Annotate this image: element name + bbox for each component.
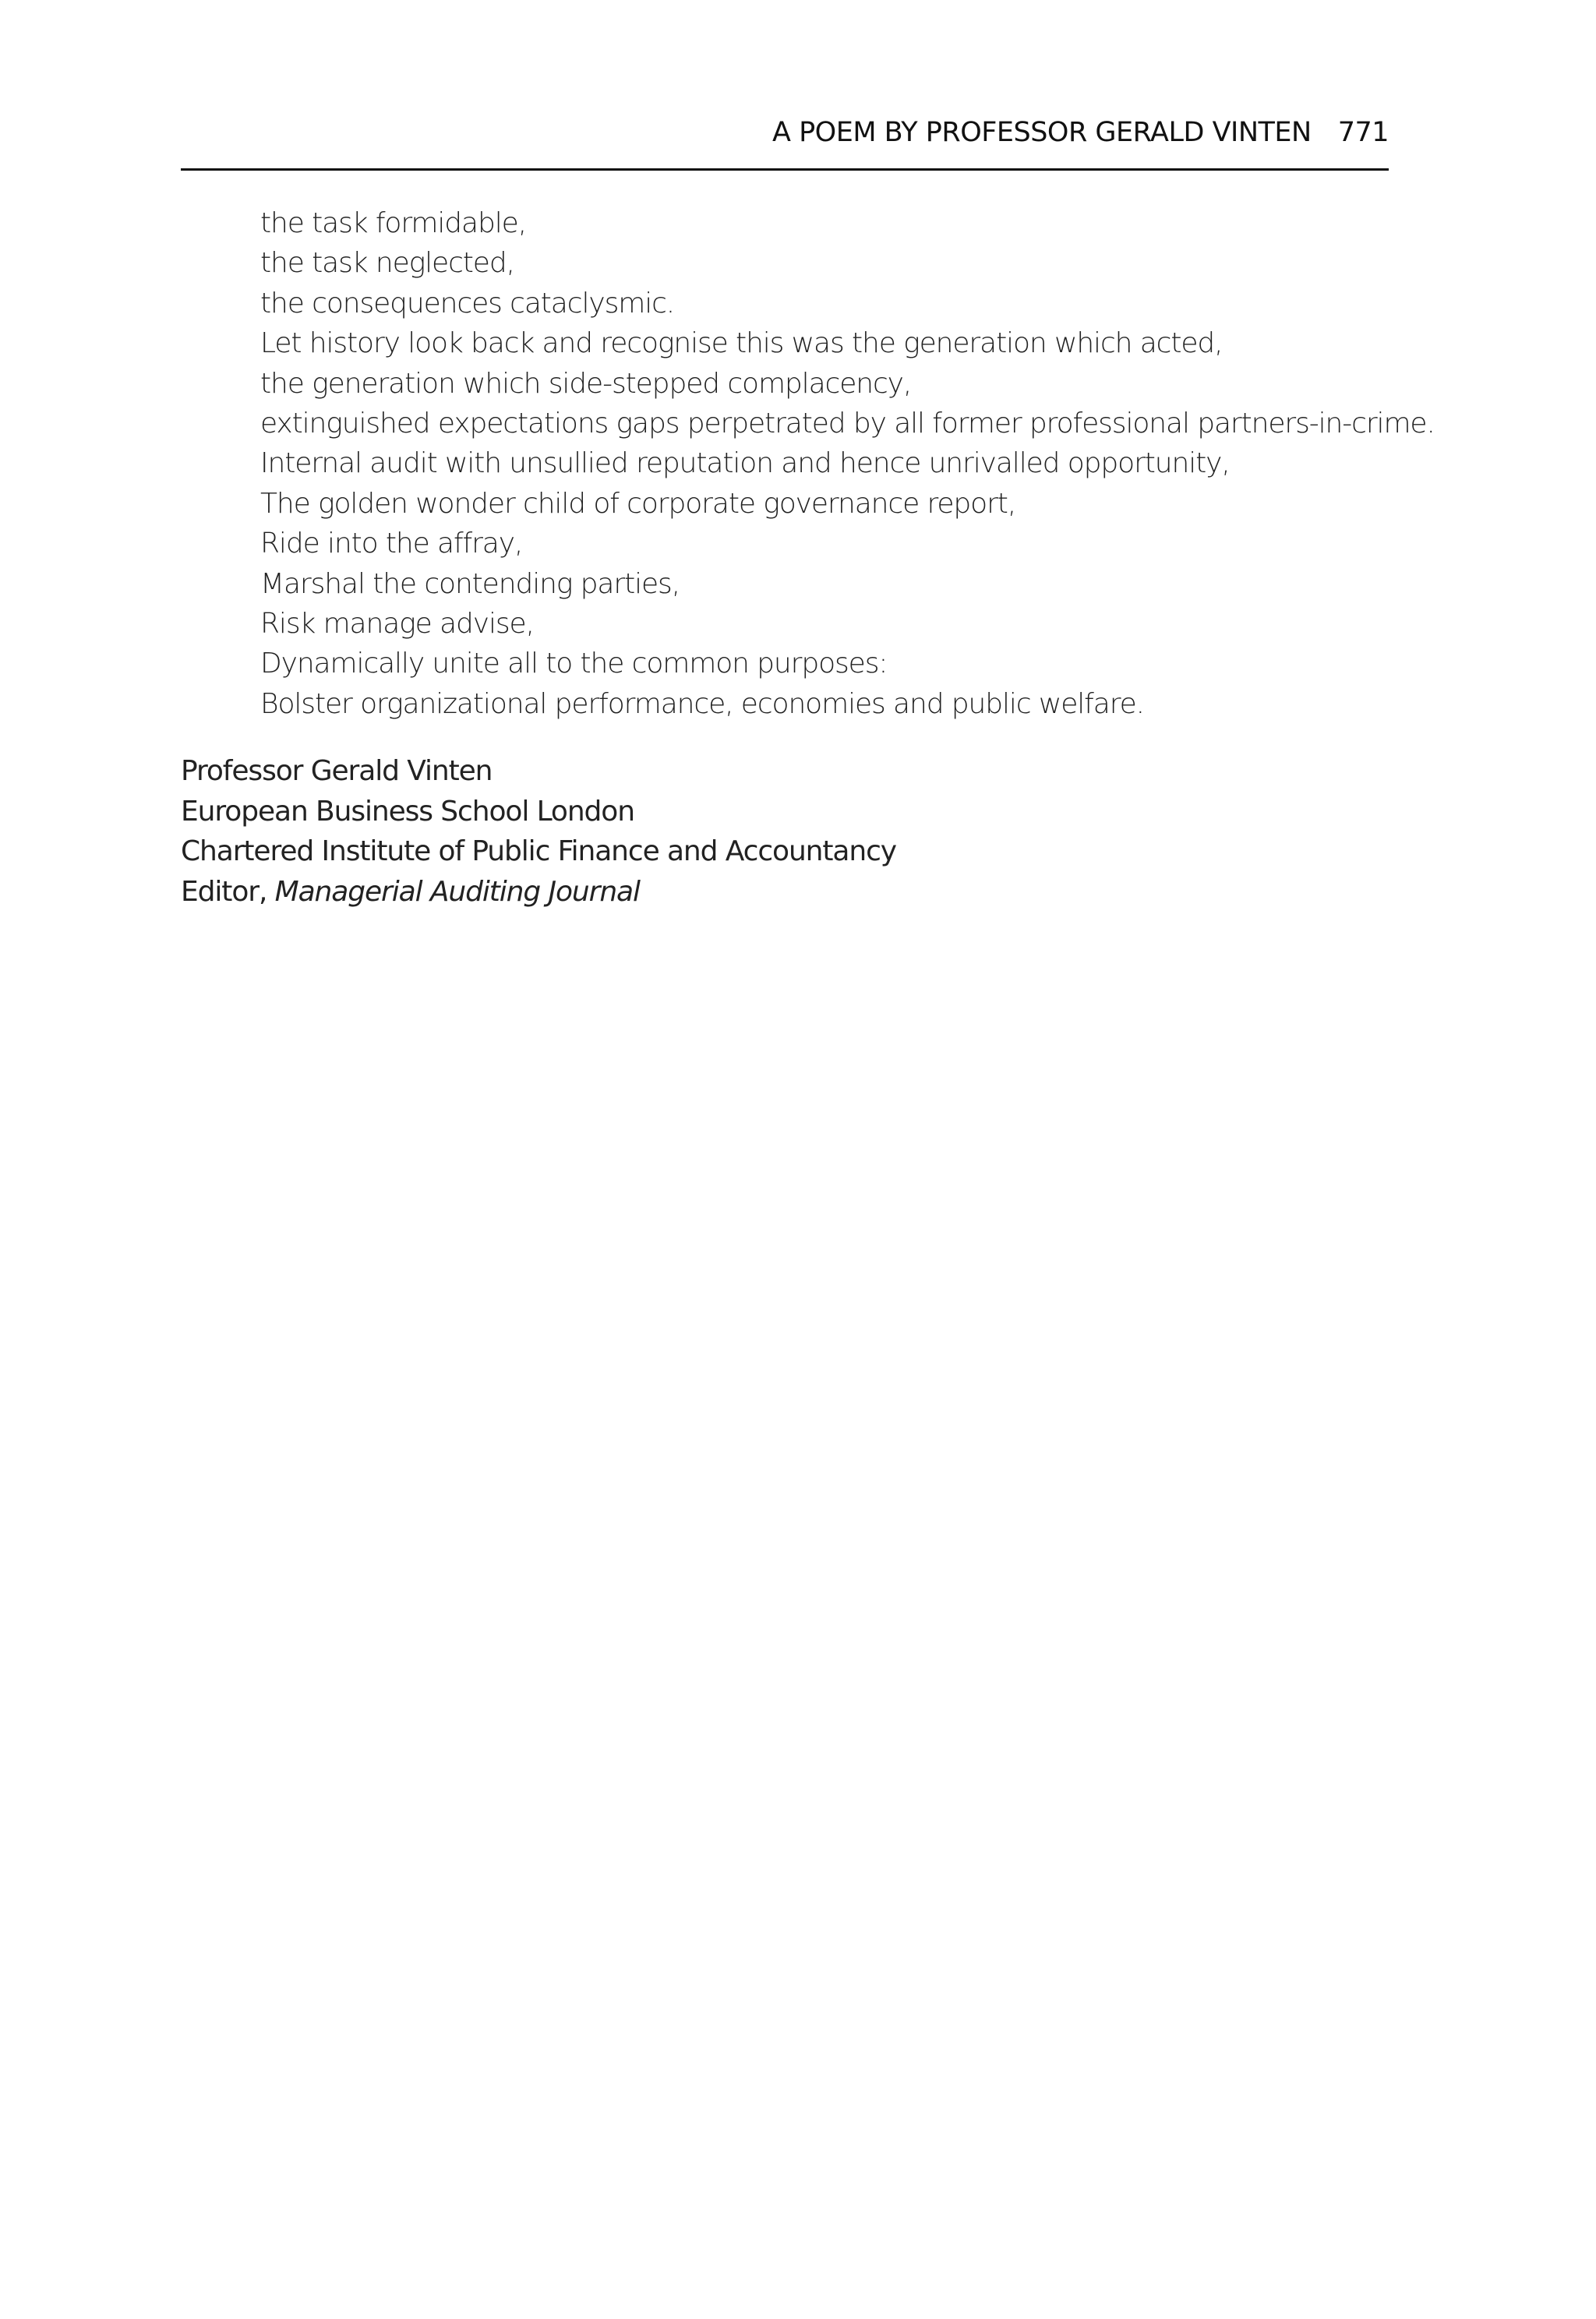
poem-line: extinguished expectations gaps perpetrated by all former professional partners-in-crime. (260, 408, 1435, 440)
author-affiliation: European Business School London (181, 795, 634, 828)
poem-line: Let history look back and recognise this was the generation which acted, (260, 327, 1223, 360)
author-affiliation: Chartered Institute of Public Finance and Accountancy (181, 835, 896, 868)
poem-line: the task formidable, (260, 207, 527, 239)
poem-line: the task neglected, (260, 247, 514, 280)
poem-line: the generation which side-stepped complacency, (260, 367, 912, 400)
poem-body (260, 203, 1435, 724)
page-number: 771 (1337, 117, 1389, 148)
poem-line: Internal audit with unsullied reputation and hence unrivalled opportunity, (260, 447, 1230, 480)
poem-line: Ride into the affray, (260, 528, 523, 560)
poem-line: Bolster organizational performance, economies and public welfare. (260, 687, 1144, 720)
author-editor-line (181, 872, 1350, 912)
header-rule (181, 168, 1389, 171)
poem-line: Risk manage advise, (260, 608, 534, 641)
running-head-title: A POEM BY PROFESSOR GERALD VINTEN (772, 117, 1312, 148)
poem-line: Dynamically unite all to the common purposes: (260, 648, 888, 680)
editor-prefix: Editor, (181, 875, 275, 908)
author-signature (181, 751, 1350, 912)
author-name: Professor Gerald Vinten (181, 755, 493, 787)
poem-line: The golden wonder child of corporate governance report, (260, 487, 1016, 520)
poem-line: Marshal the contending parties, (260, 567, 680, 600)
running-head (181, 117, 1389, 164)
poem-line: the consequences cataclysmic. (260, 287, 675, 319)
journal-title: Managerial Auditing Journal (274, 875, 640, 908)
